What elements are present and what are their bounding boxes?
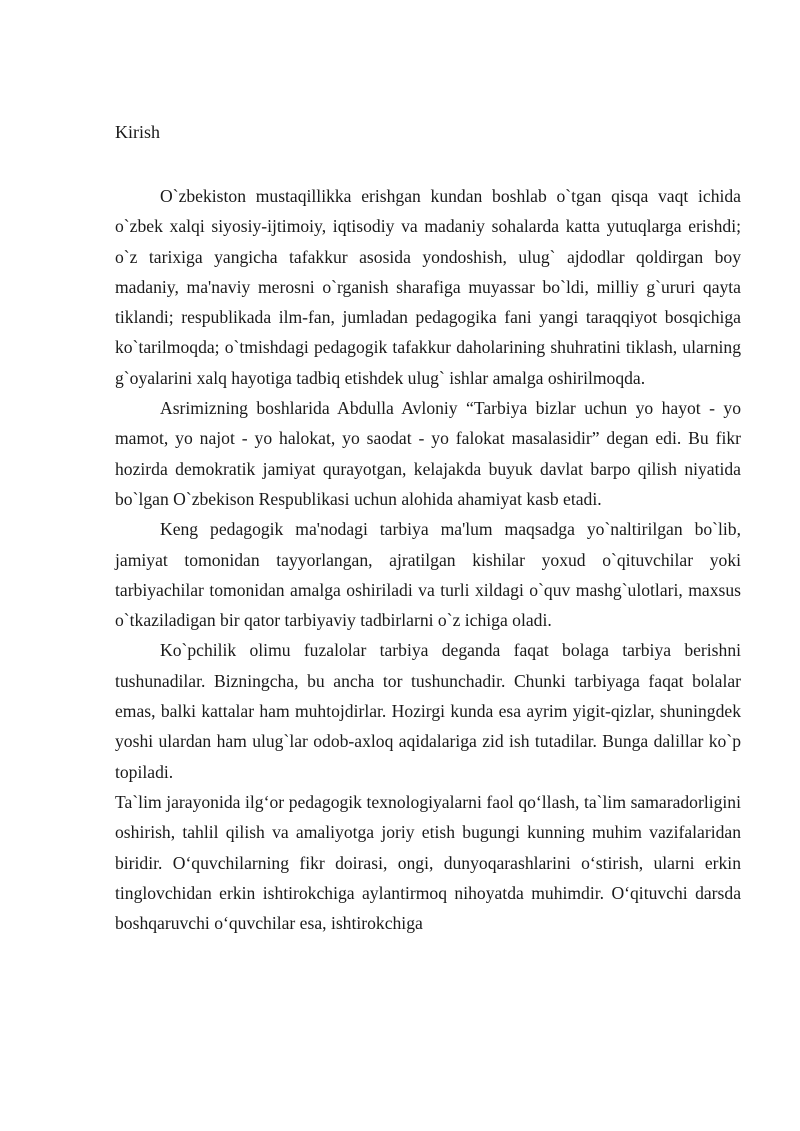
paragraph: Asrimizning boshlarida Abdulla Avloniy “Tarbiya bizlar uchun yo hayot - yo mamot, yo najot - yo halokat, yo saodat - yo falokat masalasidir” degan edi. Bu fikr hozirda demokratik jamiyat qurayotgan, kelajakda buyuk davlat barpo qilish niyatida bo`lgan O`zbekison Respublikasi uchun alohida ahamiyat kasb etadi. bbox=[115, 398, 741, 509]
paragraph: O`zbekiston mustaqillikka erishgan kundan boshlab o`tgan qisqa vaqt ichida o`zbek xalqi siyosiy-ijtimoiy, iqtisodiy va madaniy sohalarda katta yutuqlarga erishdi; o`z tarixiga yangicha tafakkur asosida yondoshish, ulug` ajdodlar qoldirgan boy madaniy, ma'naviy merosni o`rganish sharafiga muyassar bo`ldi, milliy g`ururi qayta tiklandi; respublikada ilm-fan, jumladan pedagogika fani yangi taraqqiyot bosqichiga ko`tarilmoqda; o`tmishdagi pedagogik tafakkur daholarining shuhratini tiklash, ularning g`oyalarini xalq hayotiga tadbiq etishdek ulug` ishlar amalga oshirilmoqda. bbox=[115, 186, 741, 388]
paragraph: Keng pedagogik ma'nodagi tarbiya ma'lum maqsadga yo`naltirilgan bo`lib, jamiyat tomonidan tayyorlangan, ajratilgan kishilar yoxud o`qituvchilar yoki tarbiyachilar tomonidan amalga oshiriladi va turli xildagi o`quv mashg`ulotlari, maxsus o`tkaziladigan bir qator tarbiyaviy tadbirlarni o`z ichiga oladi. bbox=[115, 519, 741, 631]
page-title: Kirish bbox=[115, 122, 160, 142]
paragraph: Ta`lim jarayonida ilg‘or pedagogik texnologiyalarni faol qo‘llash, ta`lim samaradorligini oshirish, tahlil qilish va amaliyotga joriy etish bugungi kunning muhim vazifalaridan biridir. O‘quvchilarning fikr doirasi, ongi, dunyoqarashlarini o‘stirish, ularni erkin tinglovchidan erkin ishtirokchiga aylantirmoq nihoyatda muhimdir. O‘qituvchi darsda boshqaruvchi o‘quvchilar esa, ishtirokchiga bbox=[115, 791, 741, 934]
document-body bbox=[115, 181, 741, 938]
paragraph: Ko`pchilik olimu fuzalolar tarbiya deganda faqat bolaga tarbiya berishni tushunadilar. Bizningcha, bu ancha tor tushunchadir. Chunki tarbiyaga faqat bolalar emas, balki kattalar ham muhtojdirlar. Hozirgi kunda esa ayrim yigit-qizlar, shuningdek yoshi ulardan ham ulug`lar odob-axloq aqidalariga zid ish tutadilar. Bunga dalillar ko`p topiladi. bbox=[115, 640, 741, 782]
